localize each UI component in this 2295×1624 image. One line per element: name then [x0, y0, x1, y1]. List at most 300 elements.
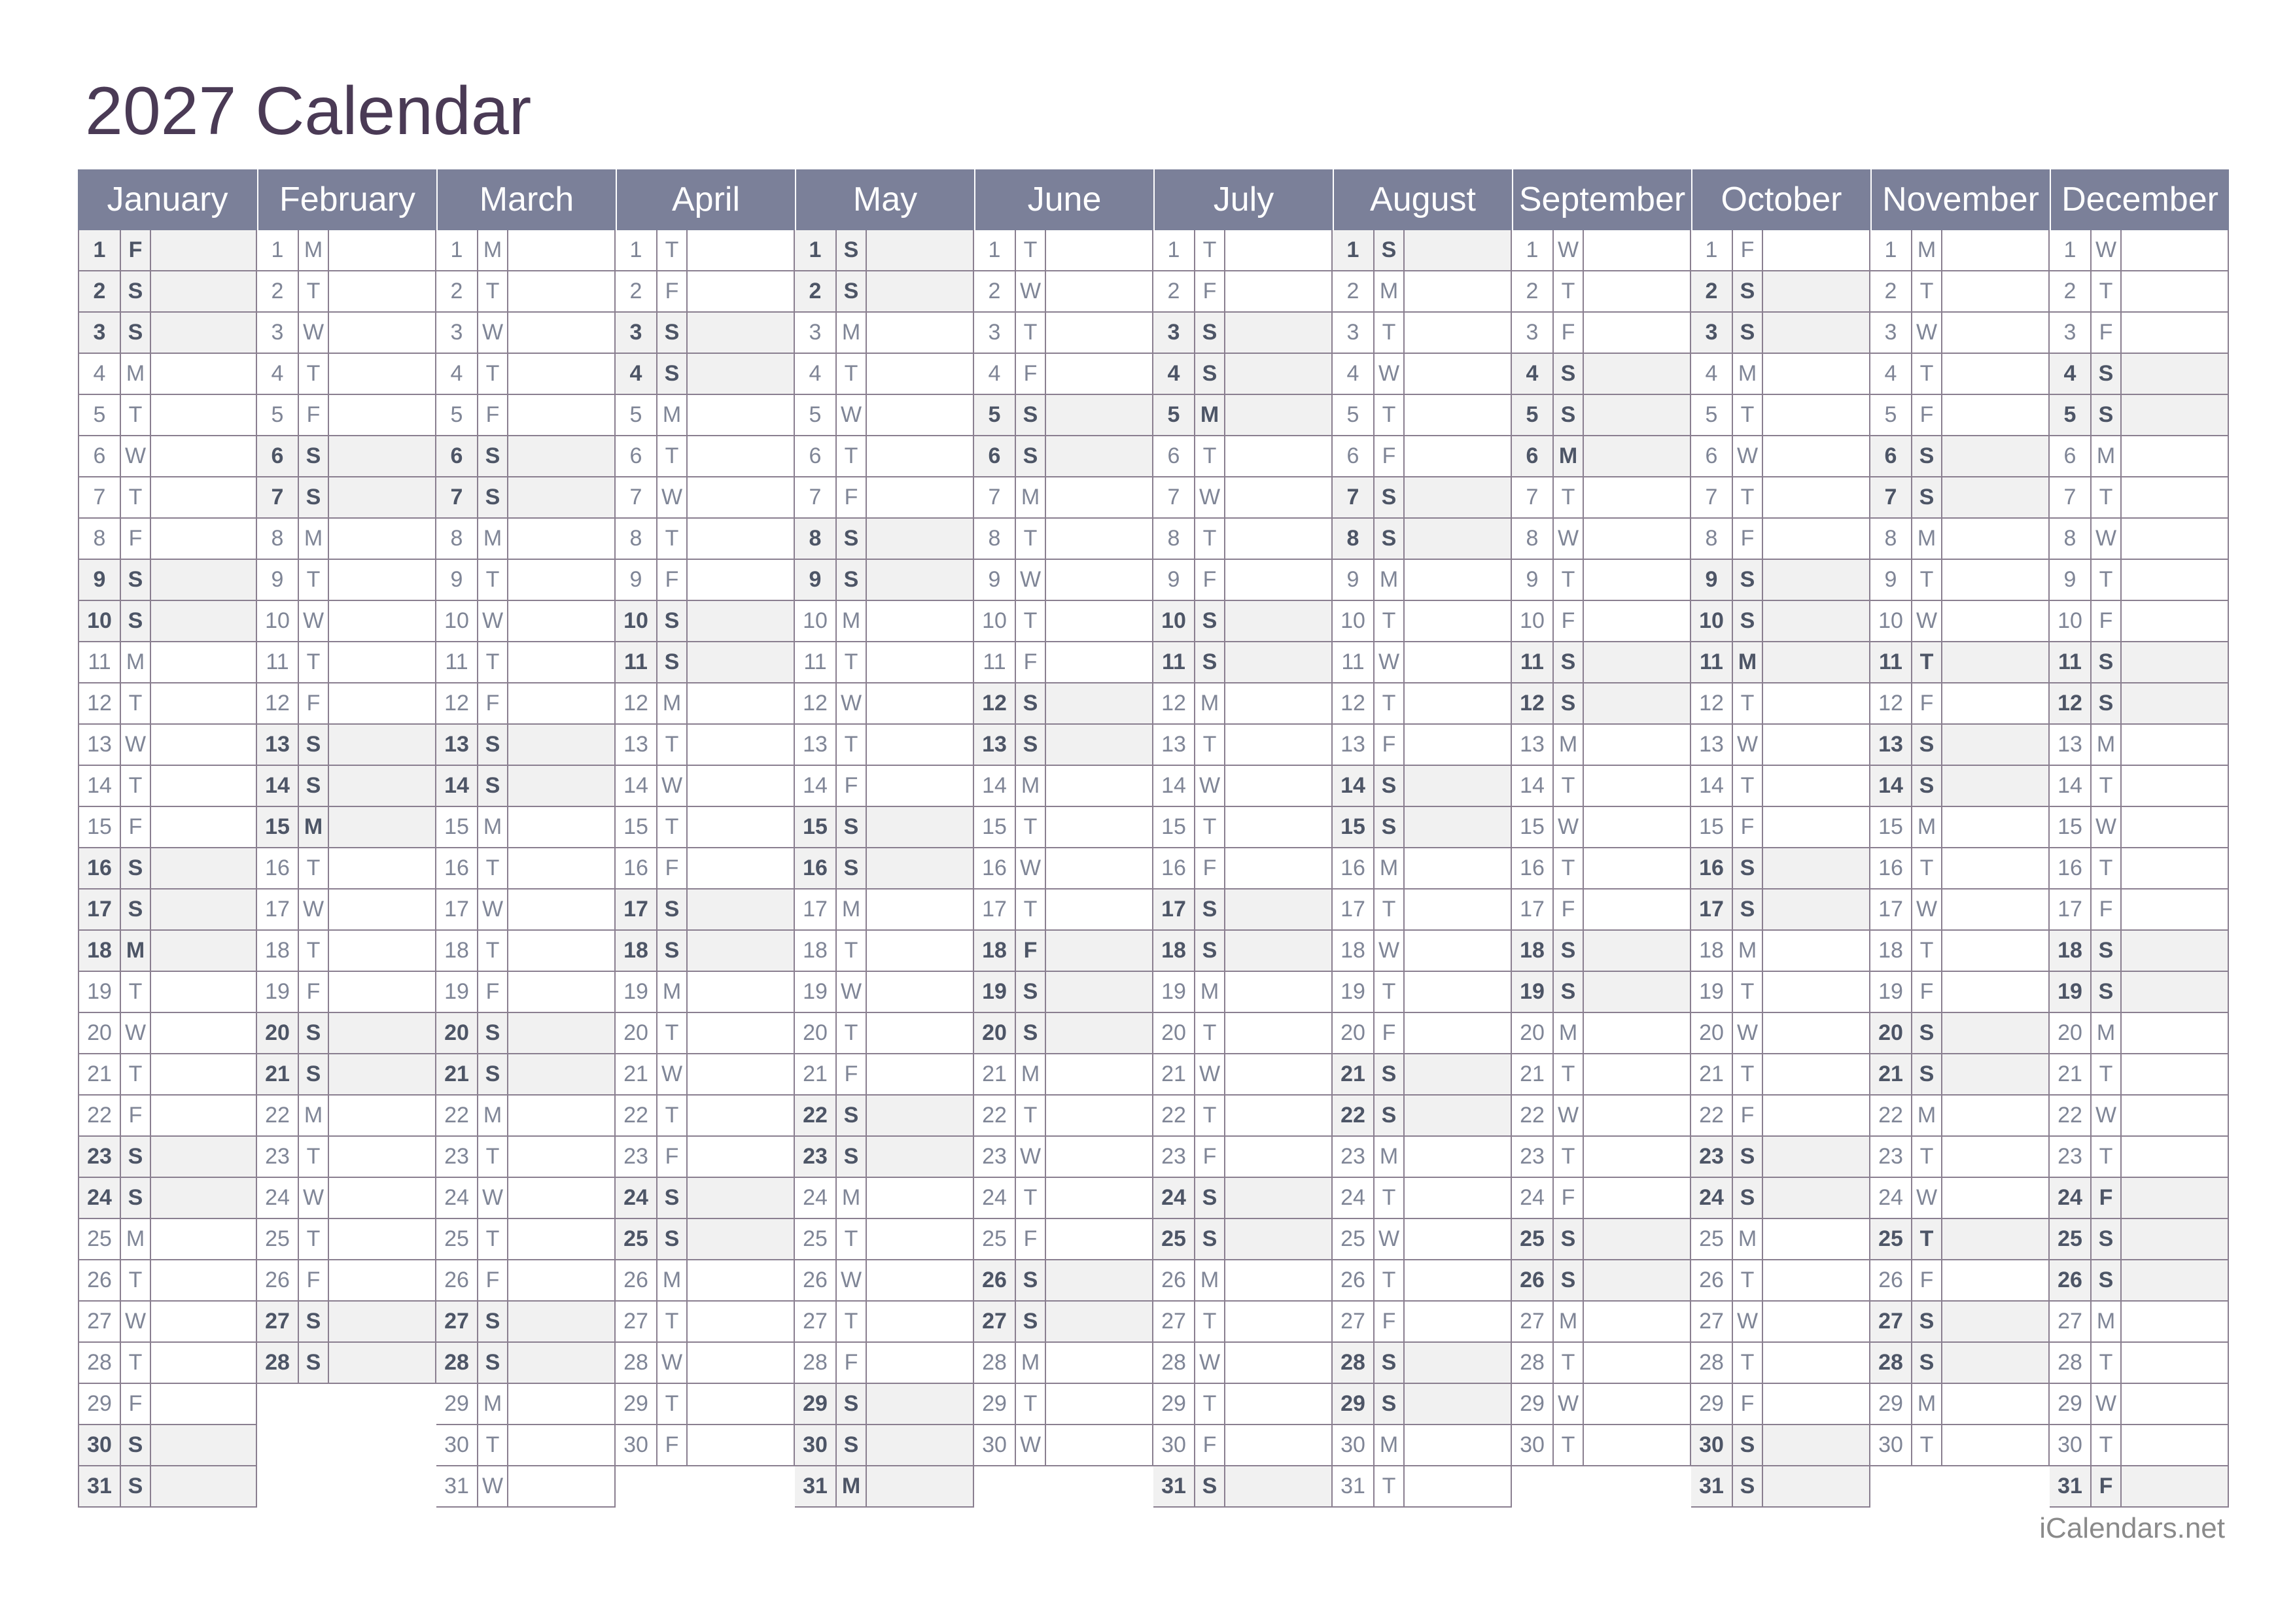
- day-row: [257, 890, 435, 931]
- day-row: [795, 1219, 973, 1260]
- day-row: [1691, 230, 1869, 271]
- day-number: 1: [1333, 230, 1375, 270]
- day-row: [795, 1384, 973, 1425]
- day-number: 31: [1333, 1466, 1375, 1506]
- day-row: [436, 601, 614, 642]
- day-number: 19: [257, 972, 299, 1012]
- weekday-letter: F: [657, 560, 688, 600]
- day-row: [1691, 766, 1869, 807]
- day-row: [974, 890, 1152, 931]
- weekday-letter: T: [1016, 807, 1046, 847]
- day-note-cell: [1584, 1425, 1690, 1465]
- day-row: [79, 1137, 256, 1178]
- day-row: [616, 683, 794, 725]
- day-row: [974, 1137, 1152, 1178]
- weekday-letter: W: [657, 1343, 688, 1383]
- weekday-letter: T: [1912, 560, 1942, 600]
- day-row: [79, 1178, 256, 1219]
- day-note-cell: [151, 560, 256, 600]
- month-days: [257, 230, 436, 1384]
- day-number: 1: [1512, 230, 1554, 270]
- day-note-cell: [1763, 725, 1869, 765]
- day-number: 28: [257, 1343, 299, 1383]
- day-note-cell: [688, 1219, 794, 1259]
- day-number: 3: [1153, 313, 1195, 353]
- day-number: 16: [974, 848, 1016, 888]
- day-note-cell: [508, 230, 614, 270]
- day-row: [1691, 271, 1869, 313]
- day-note-cell: [151, 313, 256, 353]
- day-number: 14: [2050, 766, 2092, 806]
- weekday-letter: S: [478, 1343, 508, 1383]
- weekday-letter: W: [1375, 931, 1405, 971]
- day-row: [974, 1219, 1152, 1260]
- day-number: 21: [1691, 1054, 1733, 1094]
- day-number: 12: [1512, 683, 1554, 723]
- day-number: 20: [1691, 1013, 1733, 1053]
- day-number: 16: [257, 848, 299, 888]
- weekday-letter: T: [2092, 848, 2122, 888]
- day-row: [1153, 1302, 1331, 1343]
- weekday-letter: F: [478, 1260, 508, 1300]
- day-row: [1512, 436, 1690, 477]
- day-note-cell: [151, 725, 256, 765]
- weekday-letter: W: [837, 972, 867, 1012]
- day-note-cell: [329, 560, 435, 600]
- day-row: [79, 313, 256, 354]
- day-note-cell: [151, 230, 256, 270]
- day-number: 5: [257, 395, 299, 435]
- weekday-letter: W: [1016, 560, 1046, 600]
- weekday-letter: S: [121, 1137, 151, 1177]
- day-note-cell: [1225, 766, 1331, 806]
- day-note-cell: [1225, 807, 1331, 847]
- weekday-letter: F: [1016, 642, 1046, 682]
- weekday-letter: S: [1375, 230, 1405, 270]
- weekday-letter: T: [2092, 560, 2122, 600]
- day-row: [1333, 313, 1511, 354]
- day-row: [79, 1302, 256, 1343]
- day-number: 28: [1870, 1343, 1912, 1383]
- day-row: [616, 1343, 794, 1384]
- weekday-letter: S: [1375, 807, 1405, 847]
- day-number: 1: [616, 230, 657, 270]
- day-number: 29: [79, 1384, 121, 1424]
- day-number: 15: [257, 807, 299, 847]
- day-note-cell: [688, 313, 794, 353]
- weekday-letter: W: [2092, 230, 2122, 270]
- day-note-cell: [1405, 848, 1511, 888]
- weekday-letter: S: [2092, 931, 2122, 971]
- day-note-cell: [867, 1137, 973, 1177]
- day-row: [257, 766, 435, 807]
- day-number: 19: [1153, 972, 1195, 1012]
- day-row: [436, 1466, 614, 1508]
- weekday-letter: M: [1375, 1425, 1405, 1465]
- day-note-cell: [1405, 560, 1511, 600]
- weekday-letter: T: [657, 1302, 688, 1341]
- weekday-letter: S: [1554, 1260, 1584, 1300]
- weekday-letter: M: [1375, 848, 1405, 888]
- day-note-cell: [329, 395, 435, 435]
- weekday-letter: T: [2092, 766, 2122, 806]
- day-number: 29: [974, 1384, 1016, 1424]
- weekday-letter: M: [2092, 436, 2122, 476]
- weekday-letter: T: [1912, 354, 1942, 394]
- day-number: 16: [1153, 848, 1195, 888]
- day-number: 4: [79, 354, 121, 394]
- day-note-cell: [1225, 395, 1331, 435]
- day-row: [436, 972, 614, 1013]
- day-row: [257, 807, 435, 848]
- day-row: [1333, 1260, 1511, 1302]
- weekday-letter: T: [1912, 642, 1942, 682]
- day-note-cell: [329, 354, 435, 394]
- day-row: [436, 931, 614, 972]
- day-number: 14: [257, 766, 299, 806]
- weekday-letter: M: [657, 1260, 688, 1300]
- weekday-letter: S: [1733, 271, 1763, 311]
- weekday-letter: M: [1375, 560, 1405, 600]
- day-note-cell: [1763, 807, 1869, 847]
- day-row: [1691, 1137, 1869, 1178]
- weekday-letter: T: [1912, 931, 1942, 971]
- day-note-cell: [1225, 1137, 1331, 1177]
- day-number: 24: [79, 1178, 121, 1218]
- weekday-letter: S: [478, 766, 508, 806]
- day-number: 11: [2050, 642, 2092, 682]
- day-row: [616, 807, 794, 848]
- day-number: 3: [257, 313, 299, 353]
- weekday-letter: S: [2092, 354, 2122, 394]
- day-row: [1691, 1302, 1869, 1343]
- day-note-cell: [1225, 890, 1331, 929]
- day-row: [1691, 1013, 1869, 1054]
- day-row: [79, 601, 256, 642]
- day-row: [2050, 972, 2228, 1013]
- day-number: 5: [1870, 395, 1912, 435]
- day-row: [974, 230, 1152, 271]
- day-number: 23: [974, 1137, 1016, 1177]
- day-row: [974, 1302, 1152, 1343]
- day-number: 17: [616, 890, 657, 929]
- weekday-letter: W: [1733, 1302, 1763, 1341]
- day-note-cell: [151, 931, 256, 971]
- day-note-cell: [1763, 313, 1869, 353]
- day-row: [436, 313, 614, 354]
- day-row: [1153, 1054, 1331, 1096]
- day-number: 18: [79, 931, 121, 971]
- day-number: 4: [795, 354, 837, 394]
- day-note-cell: [1763, 1425, 1869, 1465]
- day-note-cell: [508, 271, 614, 311]
- day-row: [616, 1013, 794, 1054]
- day-note-cell: [688, 642, 794, 682]
- day-number: 15: [616, 807, 657, 847]
- day-number: 17: [1512, 890, 1554, 929]
- day-row: [79, 395, 256, 436]
- day-number: 27: [79, 1302, 121, 1341]
- weekday-letter: T: [2092, 1054, 2122, 1094]
- day-note-cell: [1584, 725, 1690, 765]
- day-row: [1333, 560, 1511, 601]
- day-row: [795, 1178, 973, 1219]
- weekday-letter: F: [1912, 972, 1942, 1012]
- day-number: 6: [79, 436, 121, 476]
- day-number: 18: [616, 931, 657, 971]
- day-number: 25: [79, 1219, 121, 1259]
- day-note-cell: [867, 271, 973, 311]
- day-note-cell: [508, 1302, 614, 1341]
- day-row: [1512, 271, 1690, 313]
- month-column-may: [795, 169, 974, 1508]
- weekday-letter: S: [1195, 642, 1225, 682]
- weekday-letter: F: [2092, 890, 2122, 929]
- day-note-cell: [1584, 1137, 1690, 1177]
- weekday-letter: W: [478, 1178, 508, 1218]
- day-number: 22: [974, 1096, 1016, 1135]
- weekday-letter: M: [1195, 972, 1225, 1012]
- weekday-letter: F: [1016, 931, 1046, 971]
- day-note-cell: [1046, 766, 1152, 806]
- day-note-cell: [151, 890, 256, 929]
- day-note-cell: [2122, 1425, 2228, 1465]
- day-row: [2050, 642, 2228, 683]
- weekday-letter: S: [1195, 601, 1225, 641]
- weekday-letter: S: [1912, 1343, 1942, 1383]
- day-row: [616, 725, 794, 766]
- day-note-cell: [1225, 683, 1331, 723]
- weekday-letter: M: [1554, 436, 1584, 476]
- day-row: [257, 313, 435, 354]
- weekday-letter: S: [1912, 725, 1942, 765]
- weekday-letter: M: [1554, 725, 1584, 765]
- day-note-cell: [1225, 477, 1331, 517]
- day-note-cell: [867, 931, 973, 971]
- weekday-letter: S: [1733, 560, 1763, 600]
- weekday-letter: T: [478, 931, 508, 971]
- weekday-letter: T: [478, 1137, 508, 1177]
- weekday-letter: T: [1375, 313, 1405, 353]
- day-number: 12: [1333, 683, 1375, 723]
- weekday-letter: S: [1375, 1054, 1405, 1094]
- day-note-cell: [1763, 1219, 1869, 1259]
- weekday-letter: T: [1195, 519, 1225, 559]
- weekday-letter: M: [478, 1384, 508, 1424]
- weekday-letter: W: [299, 1178, 329, 1218]
- day-row: [1333, 931, 1511, 972]
- day-note-cell: [329, 1260, 435, 1300]
- site-credit: iCalendars.net: [2039, 1512, 2225, 1544]
- day-note-cell: [329, 683, 435, 723]
- day-row: [1691, 601, 1869, 642]
- day-number: 1: [79, 230, 121, 270]
- day-note-cell: [1405, 601, 1511, 641]
- day-number: 25: [1153, 1219, 1195, 1259]
- day-row: [974, 1013, 1152, 1054]
- day-note-cell: [508, 890, 614, 929]
- day-row: [2050, 931, 2228, 972]
- day-number: 14: [1153, 766, 1195, 806]
- day-row: [1333, 1466, 1511, 1508]
- day-number: 12: [79, 683, 121, 723]
- day-row: [436, 683, 614, 725]
- day-number: 6: [1691, 436, 1733, 476]
- day-number: 9: [1870, 560, 1912, 600]
- weekday-letter: S: [1554, 683, 1584, 723]
- weekday-letter: W: [1016, 1137, 1046, 1177]
- weekday-letter: M: [1733, 354, 1763, 394]
- day-note-cell: [1763, 519, 1869, 559]
- day-row: [974, 1384, 1152, 1425]
- day-row: [1333, 766, 1511, 807]
- day-note-cell: [508, 1178, 614, 1218]
- weekday-letter: T: [1554, 477, 1584, 517]
- day-row: [436, 890, 614, 931]
- weekday-letter: F: [1733, 807, 1763, 847]
- day-note-cell: [867, 766, 973, 806]
- day-note-cell: [2122, 1178, 2228, 1218]
- day-note-cell: [1405, 519, 1511, 559]
- day-note-cell: [867, 477, 973, 517]
- weekday-letter: T: [657, 1013, 688, 1053]
- day-note-cell: [1584, 395, 1690, 435]
- day-number: 11: [1153, 642, 1195, 682]
- day-number: 25: [1691, 1219, 1733, 1259]
- weekday-letter: M: [478, 807, 508, 847]
- day-note-cell: [508, 477, 614, 517]
- weekday-letter: T: [657, 1384, 688, 1424]
- day-number: 15: [2050, 807, 2092, 847]
- day-row: [974, 1096, 1152, 1137]
- month-column-september: [1512, 169, 1691, 1508]
- day-row: [2050, 766, 2228, 807]
- day-row: [257, 230, 435, 271]
- weekday-letter: T: [1733, 766, 1763, 806]
- weekday-letter: S: [657, 354, 688, 394]
- weekday-letter: F: [837, 477, 867, 517]
- day-row: [436, 1013, 614, 1054]
- day-note-cell: [2122, 1260, 2228, 1300]
- day-row: [1691, 1219, 1869, 1260]
- day-row: [1870, 1013, 2048, 1054]
- weekday-letter: S: [657, 642, 688, 682]
- day-number: 8: [1512, 519, 1554, 559]
- day-number: 18: [974, 931, 1016, 971]
- weekday-letter: S: [657, 1178, 688, 1218]
- day-row: [436, 1137, 614, 1178]
- weekday-letter: W: [478, 890, 508, 929]
- day-row: [436, 271, 614, 313]
- day-row: [1153, 1466, 1331, 1508]
- day-number: 28: [795, 1343, 837, 1383]
- weekday-letter: S: [837, 271, 867, 311]
- day-row: [1333, 642, 1511, 683]
- day-note-cell: [1584, 1178, 1690, 1218]
- day-row: [436, 848, 614, 890]
- day-number: 9: [1153, 560, 1195, 600]
- day-number: 2: [795, 271, 837, 311]
- day-row: [795, 436, 973, 477]
- day-row: [1153, 642, 1331, 683]
- day-note-cell: [1763, 354, 1869, 394]
- day-number: 3: [795, 313, 837, 353]
- day-note-cell: [508, 766, 614, 806]
- day-note-cell: [151, 477, 256, 517]
- day-number: 22: [2050, 1096, 2092, 1135]
- day-note-cell: [508, 931, 614, 971]
- day-note-cell: [1763, 642, 1869, 682]
- day-number: 29: [795, 1384, 837, 1424]
- day-row: [616, 890, 794, 931]
- day-note-cell: [1225, 1302, 1331, 1341]
- day-number: 7: [2050, 477, 2092, 517]
- weekday-letter: M: [1912, 230, 1942, 270]
- day-row: [1333, 519, 1511, 560]
- day-number: 27: [1870, 1302, 1912, 1341]
- day-row: [1870, 519, 2048, 560]
- day-number: 15: [1691, 807, 1733, 847]
- day-note-cell: [1942, 1178, 2048, 1218]
- day-number: 23: [795, 1137, 837, 1177]
- day-note-cell: [1225, 1096, 1331, 1135]
- day-number: 8: [79, 519, 121, 559]
- day-row: [795, 313, 973, 354]
- weekday-letter: M: [1733, 931, 1763, 971]
- weekday-letter: M: [1375, 271, 1405, 311]
- day-note-cell: [1405, 1219, 1511, 1259]
- day-note-cell: [867, 683, 973, 723]
- day-row: [79, 725, 256, 766]
- day-note-cell: [688, 1343, 794, 1383]
- day-row: [1870, 1302, 2048, 1343]
- day-number: 19: [1870, 972, 1912, 1012]
- day-note-cell: [1763, 1384, 1869, 1424]
- day-number: 24: [1691, 1178, 1733, 1218]
- day-row: [1153, 313, 1331, 354]
- day-row: [1870, 560, 2048, 601]
- month-column-april: [616, 169, 795, 1508]
- day-row: [1153, 766, 1331, 807]
- weekday-letter: M: [657, 683, 688, 723]
- weekday-letter: S: [1554, 642, 1584, 682]
- day-row: [1512, 972, 1690, 1013]
- month-header: June: [974, 169, 1153, 230]
- weekday-letter: S: [657, 313, 688, 353]
- day-number: 20: [1870, 1013, 1912, 1053]
- day-number: 9: [257, 560, 299, 600]
- day-number: 2: [1333, 271, 1375, 311]
- day-note-cell: [1584, 1384, 1690, 1424]
- weekday-letter: T: [1195, 807, 1225, 847]
- day-note-cell: [2122, 683, 2228, 723]
- day-note-cell: [688, 1054, 794, 1094]
- weekday-letter: M: [657, 395, 688, 435]
- day-number: 23: [1333, 1137, 1375, 1177]
- day-number: 7: [1512, 477, 1554, 517]
- day-note-cell: [1405, 1343, 1511, 1383]
- day-number: 11: [1512, 642, 1554, 682]
- day-number: 15: [1870, 807, 1912, 847]
- day-row: [974, 560, 1152, 601]
- day-note-cell: [2122, 354, 2228, 394]
- weekday-letter: T: [1733, 972, 1763, 1012]
- weekday-letter: F: [299, 1260, 329, 1300]
- weekday-letter: M: [2092, 1302, 2122, 1341]
- day-number: 25: [436, 1219, 478, 1259]
- day-note-cell: [1763, 271, 1869, 311]
- weekday-letter: T: [1016, 601, 1046, 641]
